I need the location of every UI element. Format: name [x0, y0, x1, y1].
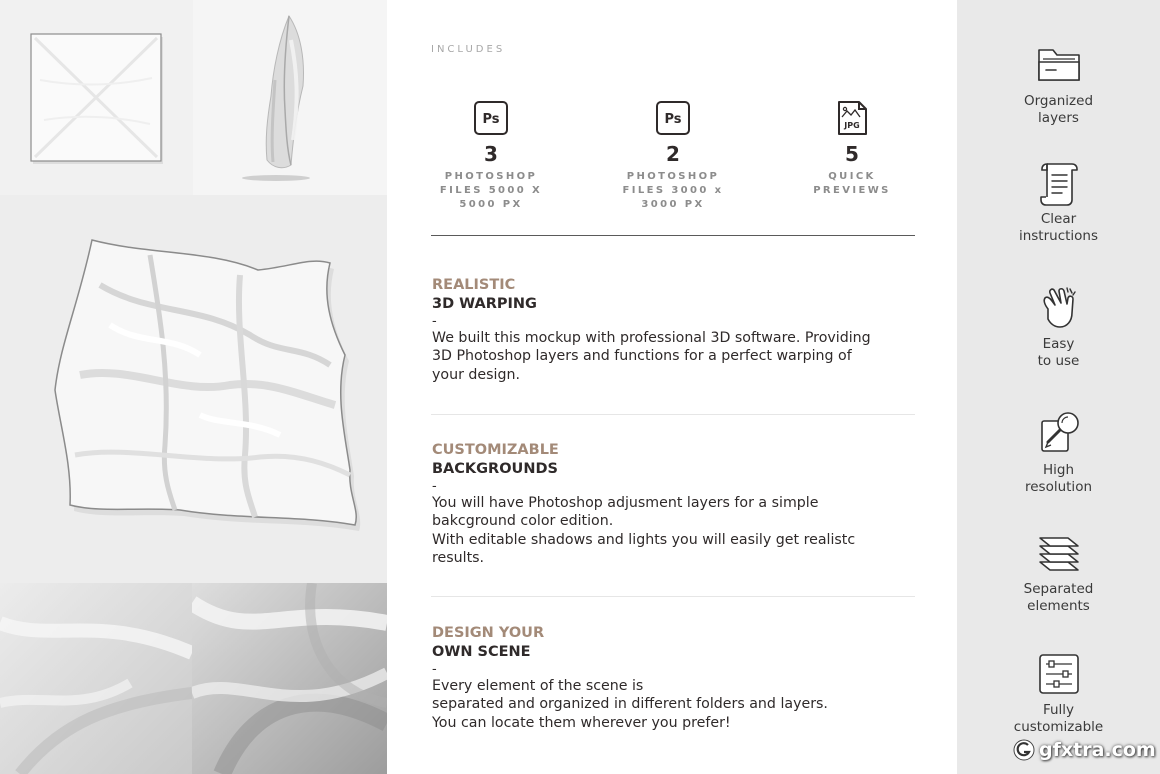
sidebar-item-label: Clear instructions — [1018, 211, 1099, 244]
ps-file-icon — [473, 100, 509, 136]
watermark-text: gfxtra.com — [1039, 739, 1156, 761]
stat-number: 3 — [484, 142, 498, 166]
stat-number: 5 — [845, 142, 859, 166]
feature-dash: - — [432, 314, 437, 329]
watermark — [1013, 735, 1156, 765]
includes-label: INCLUDES — [431, 44, 506, 55]
sidebar-item-label: Easy to use — [1037, 336, 1080, 369]
stat-label: QUICK PREVIEWS — [813, 171, 891, 196]
feature-body: We built this mockup with professional 3D software. Providing 3D Photoshop layers and functions for a perfect warping of your design. — [432, 330, 871, 383]
sidebar-item-label: Separated elements — [1023, 581, 1094, 614]
jpg-file-icon — [834, 100, 870, 136]
sidebar-item-label: Fully customizable — [1013, 702, 1104, 735]
ps-icon-text: Ps — [664, 112, 682, 127]
feature-divider — [431, 414, 915, 415]
stat-label: PHOTOSHOP FILES 3000 x 3000 PX — [622, 171, 724, 210]
sidebar-item-easy-to-use — [957, 285, 1160, 370]
feature-customizable — [432, 441, 922, 568]
sidebar-item-label: Organized layers — [1023, 93, 1094, 126]
features-sidebar — [957, 0, 1160, 774]
sidebar-item-fully-customizable — [957, 651, 1160, 736]
feature-body: Every element of the scene is separated and organized in different folders and layers. You can locate them wherever you prefer! — [432, 678, 828, 731]
feature-design-scene — [432, 624, 922, 732]
feature-dash: - — [432, 662, 437, 677]
sidebar-item-organized-layers — [957, 42, 1160, 127]
stat-label: PHOTOSHOP FILES 5000 X 5000 PX — [439, 171, 543, 210]
sidebar-item-clear-instructions — [957, 160, 1160, 245]
stat-item — [426, 100, 556, 212]
ps-icon-text: Ps — [482, 112, 500, 127]
feature-title-dark: 3D WARPING — [432, 296, 537, 312]
jpg-icon-text: JPG — [844, 121, 860, 130]
sliders-icon — [1034, 651, 1084, 697]
ps-file-icon — [655, 100, 691, 136]
feature-title-accent: CUSTOMIZABLE — [432, 442, 559, 458]
product-photos — [0, 0, 387, 774]
sidebar-item-separated-elements — [957, 530, 1160, 615]
photo-hanging-napkin — [193, 0, 387, 195]
folder-icon — [1034, 42, 1084, 88]
zoom-icon — [1034, 411, 1084, 457]
photo-flat-napkin — [0, 0, 193, 195]
feature-title-dark: OWN SCENE — [432, 644, 531, 660]
feature-title-dark: BACKGROUNDS — [432, 461, 558, 477]
feature-divider — [431, 596, 915, 597]
scroll-icon — [1034, 160, 1084, 206]
feature-body: You will have Photoshop adjusment layers for a simple bakcground color edition. With editable shadows and lights you will easily get realistc results. — [432, 495, 856, 567]
photo-fabric-closeup-1 — [0, 583, 192, 774]
feature-title-accent: REALISTIC — [432, 277, 516, 293]
feature-title-accent: DESIGN YOUR — [432, 625, 545, 641]
photo-crumpled-napkin — [0, 195, 387, 583]
layers-icon — [1034, 530, 1084, 576]
sidebar-item-high-resolution — [957, 411, 1160, 496]
watermark-logo-icon — [1013, 739, 1035, 761]
sidebar-item-label: High resolution — [1024, 462, 1093, 495]
stat-item — [787, 100, 917, 198]
hand-icon — [1034, 285, 1084, 331]
photo-fabric-closeup-2 — [192, 583, 387, 774]
feature-dash: - — [432, 479, 437, 494]
includes-stats — [431, 100, 915, 225]
stat-number: 2 — [666, 142, 680, 166]
section-divider — [431, 235, 915, 236]
stat-item — [608, 100, 738, 212]
feature-realistic — [432, 276, 922, 384]
